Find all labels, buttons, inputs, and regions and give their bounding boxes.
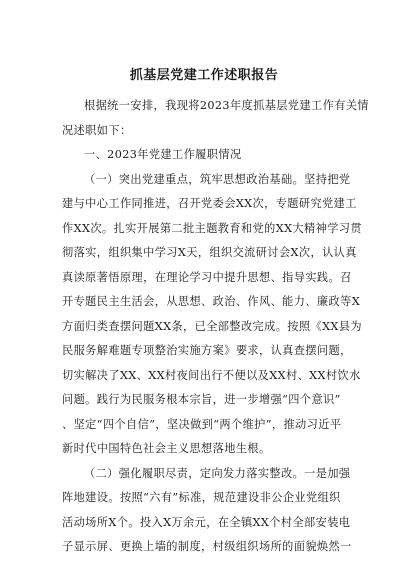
paragraph-line: 活动场所X个。投入X万余元，在全镇XX个村全部安装电: [62, 515, 351, 529]
paragraph-line: 真读原著悟原理，在理论学习中提升思想、指导实践。召: [62, 270, 352, 284]
paragraph-line: 建与中心工作同推进，召开党委会XX次，专题研究党建工: [62, 197, 357, 210]
document-title: 抓基层党建工作述职报告: [129, 68, 279, 83]
paragraph-line: 阵地建设。按照“六有”标准，规范建设非公企业党组织: [62, 491, 341, 504]
paragraph-line: 、坚定“四个自信”，坚决做到“两个维护”，推动习近平: [62, 417, 342, 431]
document-body: [62, 94, 369, 560]
paragraph-line: 新时代中国特色社会主义思想落地生根。: [62, 442, 271, 455]
paragraph-line: 彻落实，组织集中学习X天，组织交流研讨会X次，认认真: [62, 246, 357, 259]
paragraph-line: （二）强化履职尽责，定向发力落实整改。一是加强: [84, 466, 351, 480]
paragraph-line: 子显示屏、更换上墙的制度，村级组织场所的面貌焕然一: [62, 540, 352, 553]
paragraph-line: 民服务解难题专项整治实施方案》要求，认真查摆问题，: [62, 344, 352, 357]
paragraph-line: （一）突出党建重点，筑牢思想政治基础。坚持把党: [84, 172, 351, 186]
paragraph-line: 开专题民主生活会，从思想、政治、作风、能力、廉政等X: [62, 295, 361, 308]
section-heading: 一、2023年党建工作履职情况: [84, 148, 242, 161]
paragraph-line: 切实解决了XX、XX村夜间出行不便以及XX村、XX村饮水: [62, 368, 361, 382]
paragraph-line: 问题。践行为民服务根本宗旨，进一步增强“四个意识”: [62, 393, 341, 406]
paragraph-line: 作XX次。扎实开展第二批主题教育和党的XX大精神学习贯: [62, 221, 362, 235]
paragraph-line: 根据统一安排，我现将2023年度抓基层党建工作有关情: [84, 99, 369, 112]
paragraph-line: 况述职如下：: [62, 123, 132, 137]
paragraph-line: 方面归类查摆问题XX条，已全部整改完成。按照《XX县为: [62, 319, 362, 333]
